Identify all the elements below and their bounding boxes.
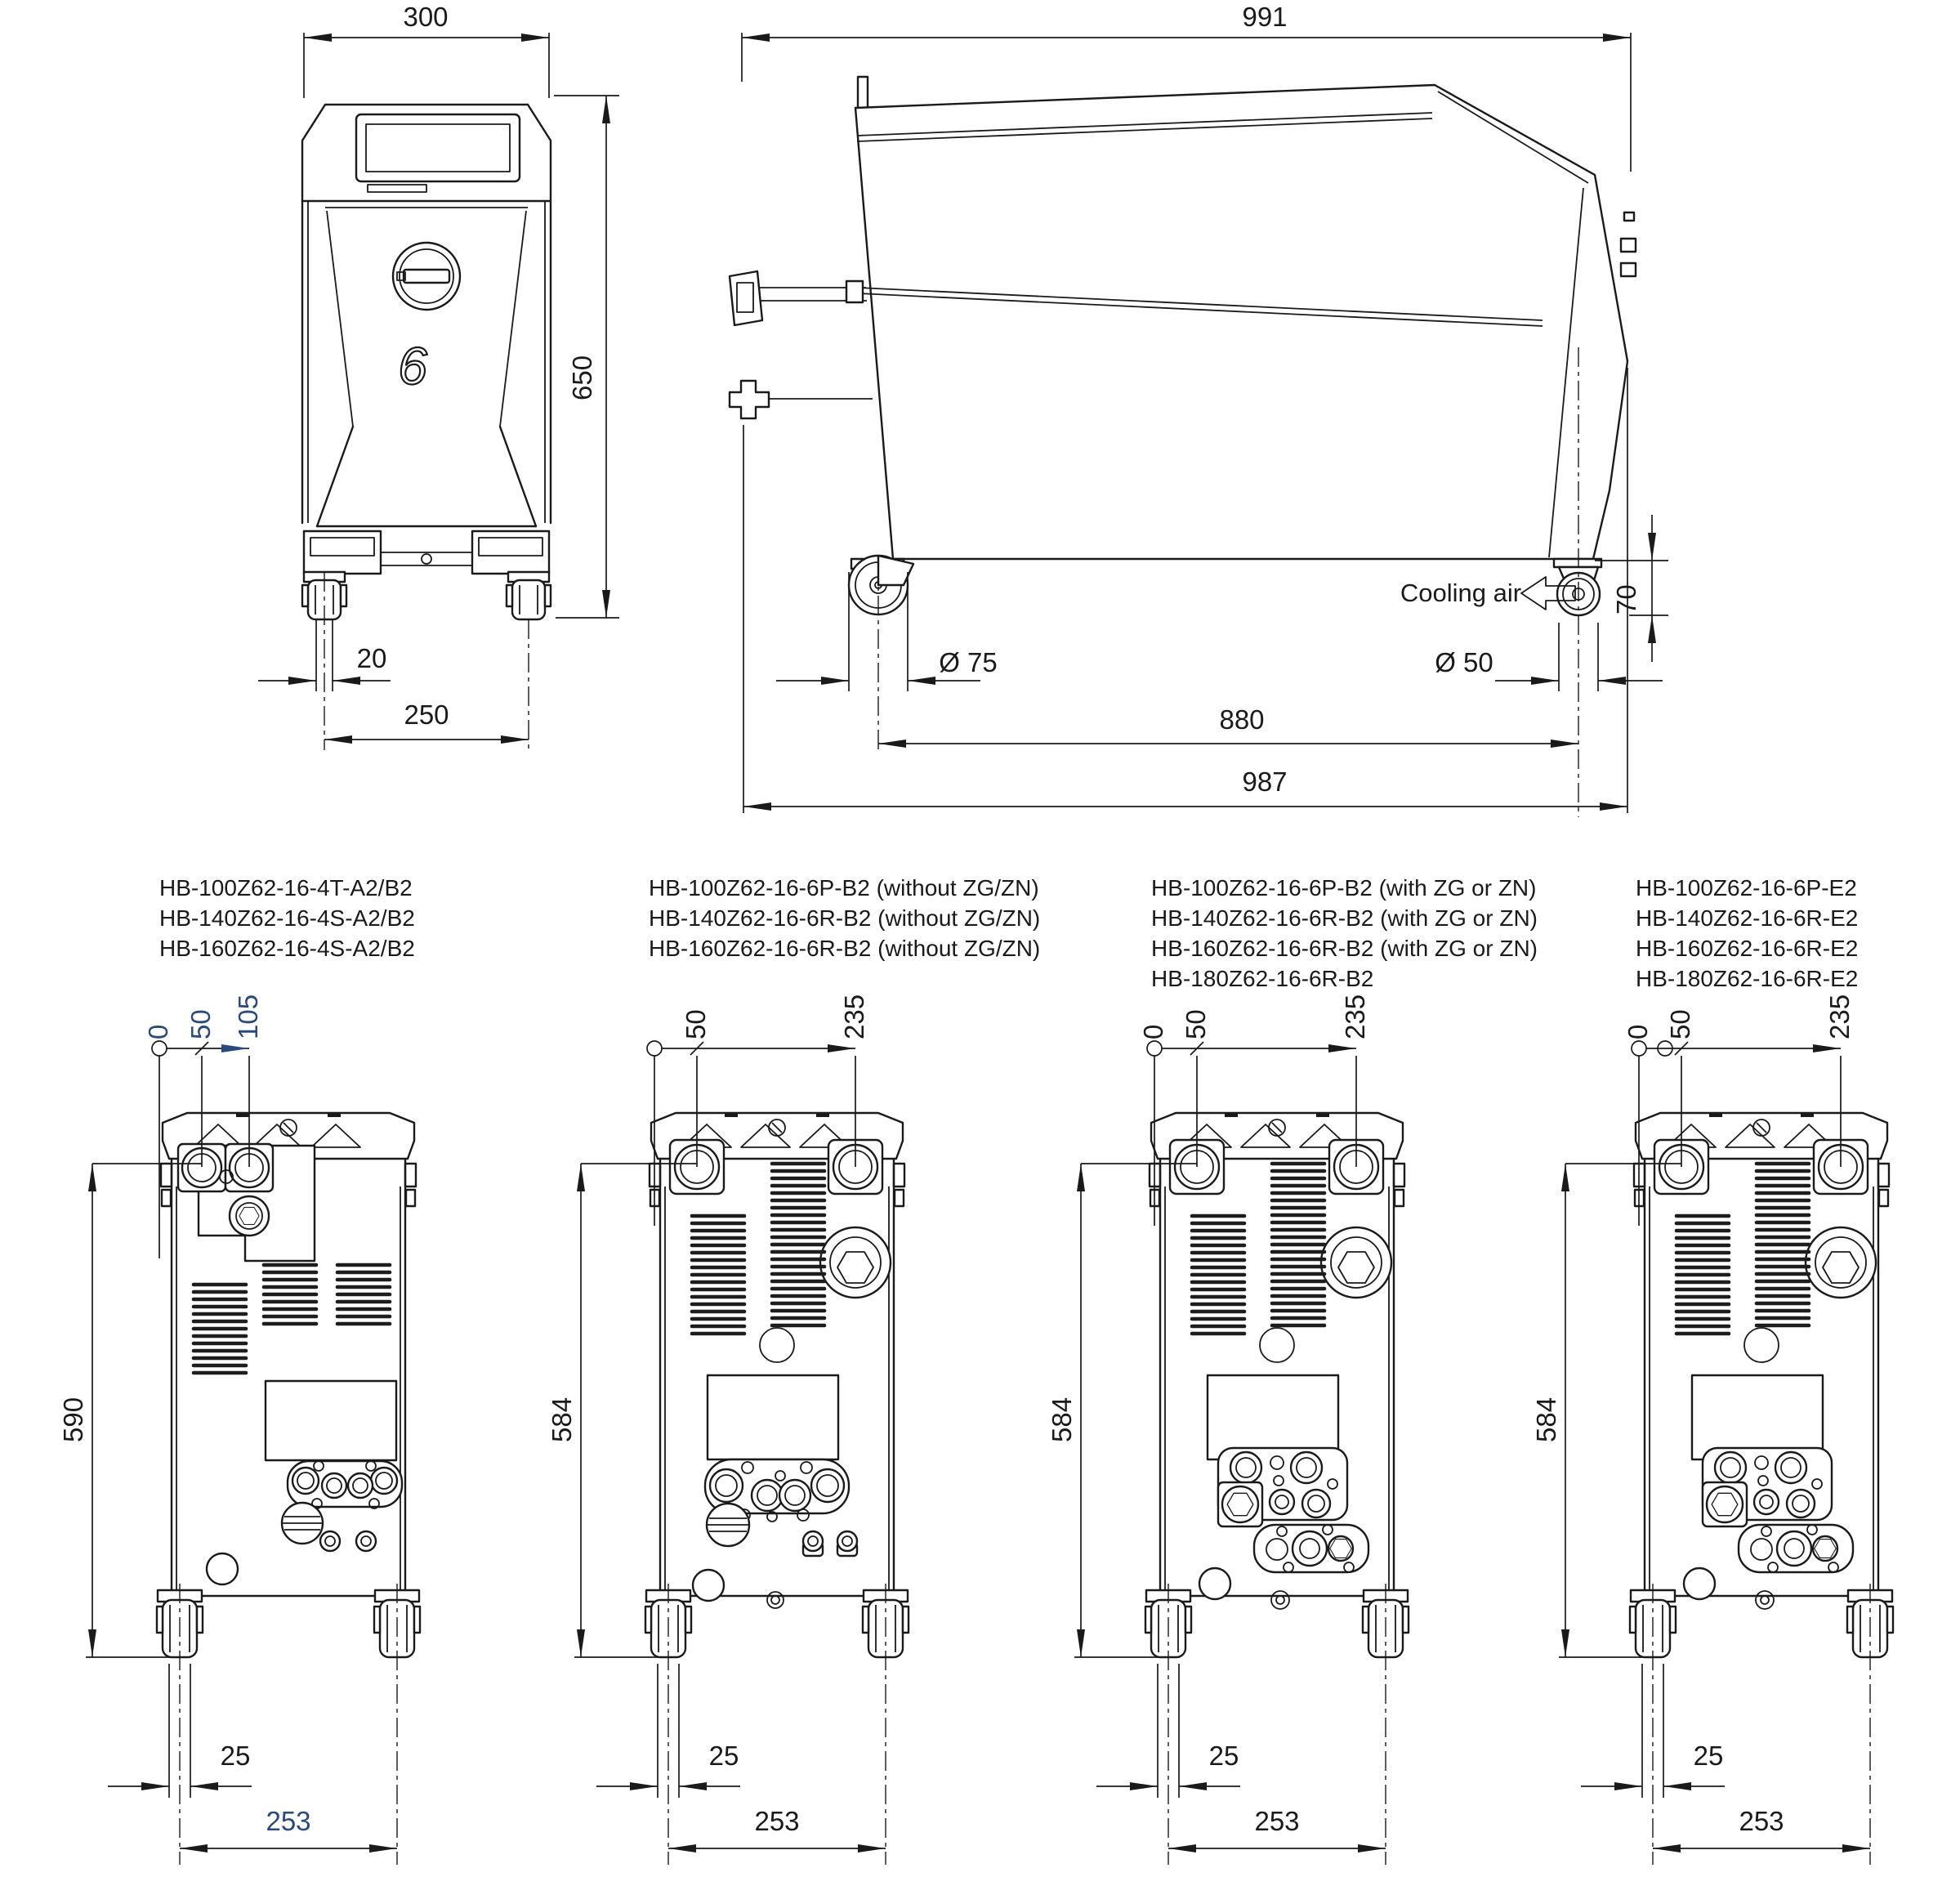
side-wheelbase-dim: 880 (1219, 704, 1265, 735)
rear3-top-dim-0: 0 (1138, 1024, 1168, 1039)
hole (760, 1328, 794, 1362)
gas-connector (230, 1196, 269, 1236)
rear1-foot-offset-dim: 25 (220, 1741, 251, 1771)
rear-hook (730, 381, 873, 418)
model-line: HB-140Z62-16-4S-A2/B2 (159, 905, 415, 931)
rear1-top-dim-105: 105 (233, 994, 263, 1039)
vent-grille (1192, 1216, 1244, 1334)
rear2-foot-offset-dim: 25 (708, 1741, 739, 1771)
model-line: HB-160Z62-16-4S-A2/B2 (159, 936, 415, 961)
gas-connector (820, 1227, 891, 1298)
model-line: HB-160Z62-16-6R-E2 (1636, 936, 1859, 961)
rear4-top-dim-0: 0 (1623, 1024, 1653, 1039)
vent-grille (692, 1216, 744, 1334)
model-line: HB-180Z62-16-6R-E2 (1636, 966, 1859, 991)
rear4-top-dim-235: 235 (1824, 994, 1855, 1039)
vent-grille (264, 1265, 316, 1324)
model-labels (159, 875, 1858, 991)
side-length-bottom-dim: 987 (1242, 766, 1288, 797)
vent-grille (1272, 1164, 1324, 1325)
front-caster-side (849, 556, 913, 615)
cooling-air-label: Cooling air (1400, 579, 1522, 607)
model-line: HB-100Z62-16-6P-E2 (1636, 875, 1857, 901)
vent-grille (337, 1265, 390, 1324)
rear-view-3 (1047, 994, 1409, 1865)
rear1-top-dim-0: 0 (143, 1024, 173, 1039)
rear3-foot-offset-dim: 25 (1208, 1741, 1239, 1771)
front-track-dim: 250 (404, 699, 449, 730)
rear-caster-side (1554, 559, 1601, 615)
model-line: HB-160Z62-16-6R-B2 (without ZG/ZN) (649, 936, 1041, 961)
rear3-height-dim: 584 (1047, 1397, 1077, 1442)
front-width-dim: 300 (403, 2, 449, 32)
rear2-height-dim: 584 (547, 1397, 577, 1442)
side-view (730, 2, 1668, 817)
side-clearance-dim: 70 (1611, 584, 1641, 615)
model-line: HB-140Z62-16-6R-E2 (1636, 905, 1859, 931)
rear4-track-dim: 253 (1739, 1806, 1784, 1836)
rear4-foot-offset-dim: 25 (1693, 1741, 1724, 1771)
rear3-top-dim-50: 50 (1181, 1009, 1211, 1039)
rear1-top-dim-50: 50 (185, 1009, 216, 1039)
rear4-top-dim-50: 50 (1665, 1009, 1695, 1039)
vent-grille (194, 1285, 246, 1373)
model-line: HB-100Z62-16-6P-B2 (without ZG/ZN) (649, 875, 1039, 901)
front-wheel-dia-dim: Ø 75 (939, 647, 998, 677)
rear3-top-dim-235: 235 (1340, 994, 1370, 1039)
rear-view-4 (1531, 994, 1893, 1865)
front-view (258, 2, 619, 750)
rear-bracket (730, 271, 867, 325)
gas-connector (1321, 1227, 1391, 1298)
side-body (855, 85, 1627, 559)
rear-wheel-dia-dim: Ø 50 (1435, 647, 1493, 677)
rotary-switch-icon (393, 243, 460, 310)
rear3-track-dim: 253 (1254, 1806, 1300, 1836)
rating-plate (1692, 1375, 1823, 1459)
front-wheel-offset-dim: 20 (356, 643, 387, 673)
model-line: HB-180Z62-16-6R-B2 (1151, 966, 1374, 991)
connector-cluster (207, 1461, 402, 1584)
rear4-height-dim: 584 (1531, 1397, 1561, 1442)
front-height-dim: 650 (567, 355, 597, 400)
brand-logo: 6 (398, 337, 427, 396)
rear1-height-dim: 590 (58, 1397, 88, 1442)
model-line: HB-160Z62-16-6R-B2 (with ZG or ZN) (1151, 936, 1538, 961)
vent-grille (1676, 1216, 1729, 1334)
model-line: HB-140Z62-16-6R-B2 (without ZG/ZN) (649, 905, 1041, 931)
model-line: HB-100Z62-16-4T-A2/B2 (159, 875, 413, 901)
hole (1744, 1328, 1779, 1362)
rear2-top-dim-235: 235 (839, 994, 869, 1039)
rating-plate (266, 1381, 396, 1460)
rating-plate (1208, 1375, 1338, 1459)
vent-grille (1757, 1164, 1809, 1325)
vent-grille (772, 1164, 824, 1325)
side-length-top-dim: 991 (1242, 2, 1288, 32)
model-line: HB-140Z62-16-6R-B2 (with ZG or ZN) (1151, 905, 1538, 931)
rating-plate (708, 1375, 838, 1459)
rear2-track-dim: 253 (754, 1806, 800, 1836)
rear2-top-dim-50: 50 (681, 1009, 711, 1039)
rear1-track-dim: 253 (266, 1806, 311, 1836)
hole (1260, 1328, 1294, 1362)
rear-view-2 (547, 994, 909, 1865)
model-line: HB-100Z62-16-6P-B2 (with ZG or ZN) (1151, 875, 1537, 901)
gas-connector (1806, 1227, 1876, 1298)
rear-view-1 (58, 994, 420, 1865)
